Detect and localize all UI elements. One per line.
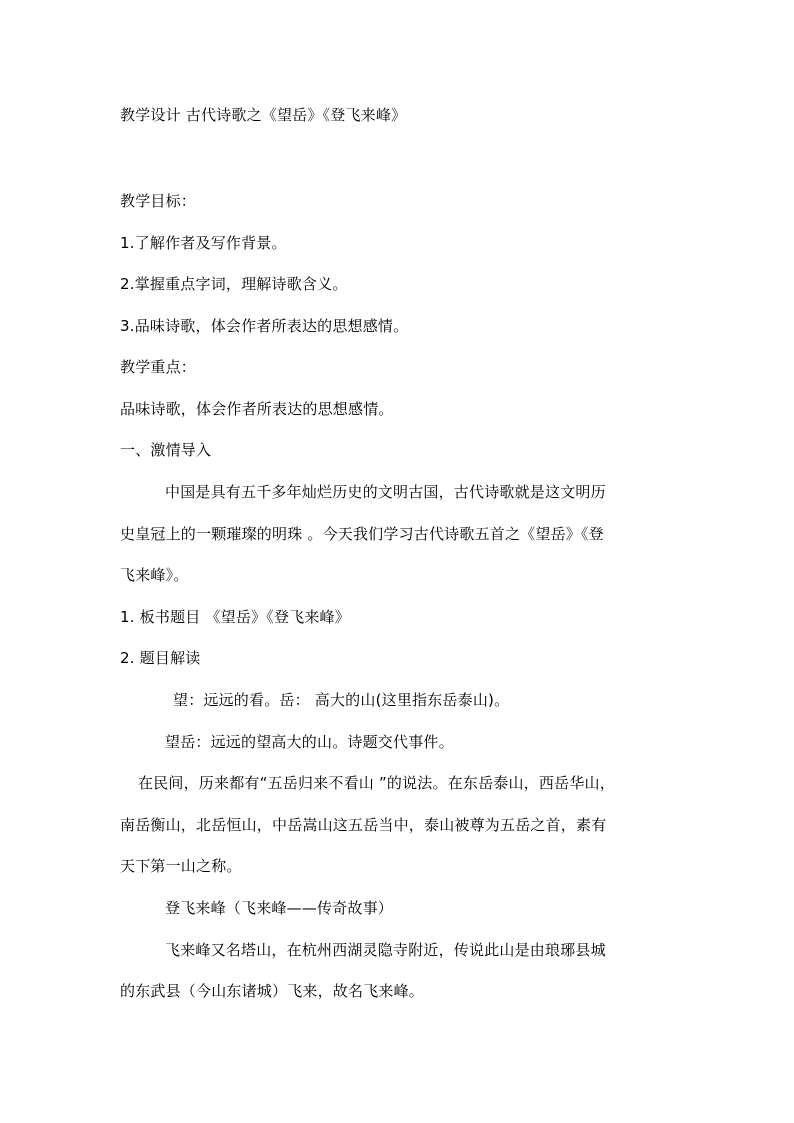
subheading: 登飞来峰（飞来峰——传奇故事） [165, 899, 394, 917]
folk-paragraph-line: 在民间，历来都有“五岳归来不看山 ”的说法。在东岳泰山，西岳华山， [138, 774, 615, 792]
objective-item: 3.品味诗歌，体会作者所表达的思想感情。 [120, 317, 409, 335]
list-item: 1. 板书题目 《望岳》《登飞来峰》 [120, 608, 350, 626]
feilai-paragraph-line: 的东武县（今山东诸城）飞来，故名飞来峰。 [120, 982, 425, 1000]
feilai-paragraph-line: 飞来峰又名塔山，在杭州西湖灵隐寺附近，传说此山是由琅琊县城 [165, 941, 606, 959]
definition-line: 望：远远的看。岳： 高大的山(这里指东岳泰山)。 [173, 691, 510, 709]
objective-item: 1.了解作者及写作背景。 [120, 234, 287, 252]
folk-paragraph-line: 南岳衡山，北岳恒山，中岳嵩山这五岳当中，泰山被尊为五岳之首，素有 [120, 816, 607, 834]
list-item: 2. 题目解读 [120, 649, 201, 667]
folk-paragraph-line: 天下第一山之称。 [120, 857, 242, 875]
focus-heading: 教学重点： [120, 358, 197, 376]
focus-text: 品味诗歌，体会作者所表达的思想感情。 [120, 400, 394, 418]
document-title: 教学设计 古代诗歌之《望岳》《登飞来峰》 [120, 106, 407, 124]
intro-paragraph-line: 史皇冠上的一颗璀璨的明珠 。今天我们学习古代诗歌五首之《望岳》《登 [120, 525, 604, 543]
section-heading: 一、激情导入 [120, 441, 212, 459]
objective-item: 2.掌握重点字词，理解诗歌含义。 [120, 275, 348, 293]
definition-line: 望岳：远远的望高大的山。诗题交代事件。 [165, 733, 454, 751]
intro-paragraph-line: 飞来峰》。 [120, 566, 189, 584]
intro-paragraph-line: 中国是具有五千多年灿烂历史的文明古国，古代诗歌就是这文明历 [165, 483, 606, 501]
objectives-heading: 教学目标： [120, 192, 197, 210]
